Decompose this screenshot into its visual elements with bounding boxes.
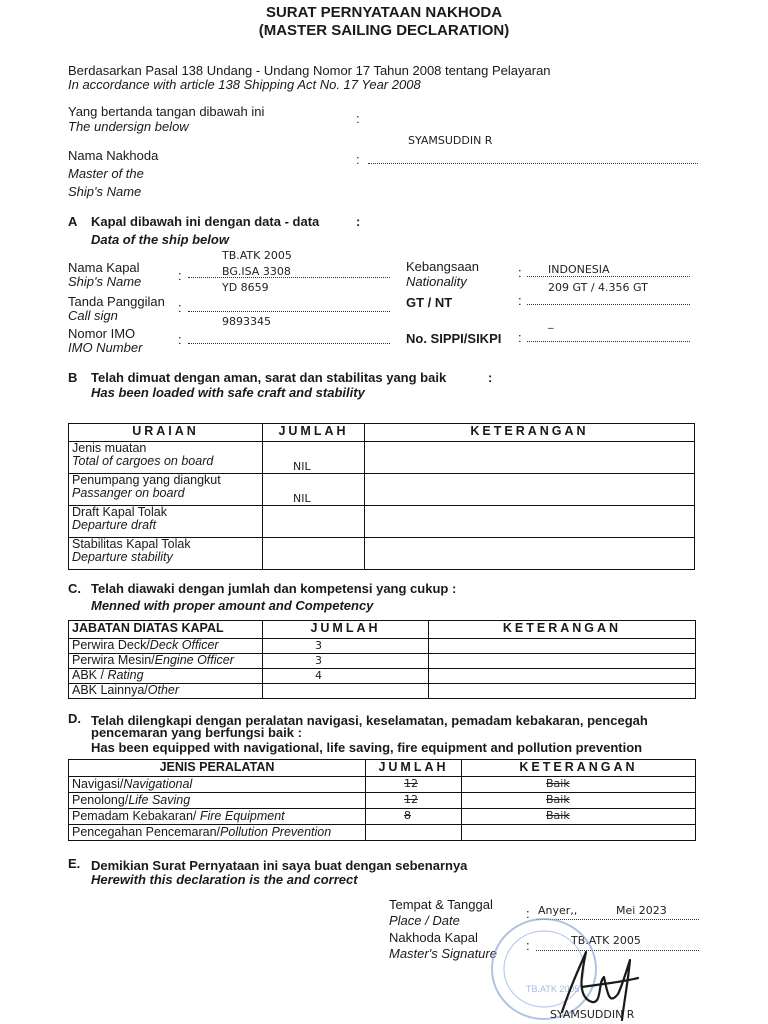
undersign-label: Yang bertanda tangan dibawah ini bbox=[68, 104, 265, 119]
ship-name-label: Nama Kapal bbox=[68, 260, 140, 275]
row-keterangan bbox=[365, 442, 695, 474]
row-jumlah: 3 bbox=[263, 639, 429, 654]
row-jumlah: 4 bbox=[263, 669, 429, 684]
master-signature-label: Nakhoda Kapal bbox=[389, 930, 478, 945]
col-header-jabatan: JABATAN DIATAS KAPAL bbox=[69, 621, 263, 639]
row-jumlah bbox=[263, 538, 365, 570]
row-label-en: Life Saving bbox=[128, 793, 191, 807]
table-row bbox=[69, 793, 696, 809]
row-label: Pencegahan Pencemaran/ bbox=[72, 825, 221, 839]
sippi-line bbox=[527, 341, 690, 342]
gtnt-label: GT / NT bbox=[406, 295, 453, 310]
table-row bbox=[69, 474, 695, 506]
section-a-title: Kapal dibawah ini dengan data - data bbox=[91, 214, 320, 229]
master-signature-label-en: Master's Signature bbox=[389, 946, 497, 961]
row-jumlah: 3 bbox=[263, 654, 429, 669]
ship-name-value-3: YD 8659 bbox=[222, 281, 269, 294]
colon: : bbox=[526, 938, 530, 953]
cargo-stability-table bbox=[68, 423, 695, 570]
row-label: ABK / bbox=[72, 668, 108, 682]
row-label: Perwira Mesin/ bbox=[72, 653, 155, 667]
row-keterangan bbox=[365, 506, 695, 538]
section-b-letter: B bbox=[68, 370, 78, 385]
crew-table bbox=[68, 620, 696, 699]
signature-ship-value: TB.ATK 2005 bbox=[571, 934, 641, 947]
row-label: Penumpang yang diangkut bbox=[72, 473, 221, 487]
callsign-line bbox=[188, 311, 390, 312]
section-a-letter: A bbox=[68, 214, 78, 229]
row-label-en: Departure draft bbox=[72, 518, 157, 532]
section-e-title-en: Herewith this declaration is the and correct bbox=[91, 872, 358, 887]
table-row bbox=[69, 777, 696, 793]
col-header-jumlah: JUMLAH bbox=[263, 621, 429, 639]
nationality-label-en: Nationality bbox=[406, 274, 467, 289]
table-row bbox=[69, 639, 696, 654]
row-label-en: Other bbox=[147, 683, 180, 697]
place-date-label: Tempat & Tanggal bbox=[389, 897, 493, 912]
section-d-title-1: Telah dilengkapi dengan peralatan navigasi, keselamatan, pemadam kebakaran, pencegah bbox=[91, 713, 648, 728]
master-label-en-2: Ship's Name bbox=[68, 184, 142, 199]
ship-name-label-en: Ship's Name bbox=[68, 274, 142, 289]
section-c-title-en: Menned with proper amount and Competency bbox=[91, 598, 374, 613]
ship-name-line bbox=[188, 277, 390, 278]
row-jumlah bbox=[366, 825, 462, 841]
colon: : bbox=[488, 370, 493, 385]
row-label-en: Rating bbox=[107, 668, 144, 682]
row-keterangan bbox=[365, 538, 695, 570]
table-row bbox=[69, 538, 695, 570]
row-label-en: Engine Officer bbox=[154, 653, 234, 667]
imo-label: Nomor IMO bbox=[68, 326, 136, 341]
row-jumlah: 8 bbox=[366, 809, 462, 825]
row-label: ABK Lainnya/ bbox=[72, 683, 148, 697]
col-header-keterangan: KETERANGAN bbox=[365, 424, 695, 442]
undersign-label-en: The undersign below bbox=[68, 119, 189, 134]
section-a-title-en: Data of the ship below bbox=[91, 232, 229, 247]
callsign-label-en: Call sign bbox=[68, 308, 118, 323]
row-label-en: Pollution Prevention bbox=[220, 825, 332, 839]
gtnt-line bbox=[527, 304, 690, 305]
master-label-en-1: Master of the bbox=[68, 166, 144, 181]
table-row bbox=[69, 506, 695, 538]
ship-name-value-1: TB.ATK 2005 bbox=[222, 249, 292, 262]
document-title bbox=[0, 4, 768, 40]
row-jumlah: 12 bbox=[366, 793, 462, 809]
colon: : bbox=[178, 332, 182, 347]
col-header-keterangan: KETERANGAN bbox=[462, 760, 696, 777]
master-name-line bbox=[368, 163, 698, 164]
row-jumlah: NIL bbox=[263, 474, 365, 506]
row-keterangan bbox=[365, 474, 695, 506]
nationality-label: Kebangsaan bbox=[406, 259, 480, 274]
col-header-uraian: URAIAN bbox=[69, 424, 263, 442]
row-label-en: Departure stability bbox=[72, 550, 173, 564]
col-header-keterangan: KETERANGAN bbox=[429, 621, 696, 639]
colon: : bbox=[526, 906, 530, 921]
row-keterangan: Baik bbox=[462, 793, 696, 809]
nationality-value: INDONESIA bbox=[548, 263, 610, 276]
sippi-label: No. SIPPI/SIKPI bbox=[406, 331, 502, 346]
imo-label-en: IMO Number bbox=[68, 340, 143, 355]
row-label: Stabilitas Kapal Tolak bbox=[72, 537, 191, 551]
row-jumlah: NIL bbox=[263, 442, 365, 474]
table-row bbox=[69, 442, 695, 474]
row-jumlah: 12 bbox=[366, 777, 462, 793]
callsign-value: 9893345 bbox=[222, 315, 271, 328]
section-d-title-2: pencemaran yang berfungsi baik : bbox=[91, 725, 302, 740]
colon: : bbox=[518, 265, 522, 280]
section-d-title-en: Has been equipped with navigational, life saving, fire equipment and pollution prevention bbox=[91, 740, 643, 755]
row-label: Jenis muatan bbox=[72, 441, 147, 455]
table-row bbox=[69, 809, 696, 825]
colon: : bbox=[356, 111, 360, 126]
signer-name: SYAMSUDDIN R bbox=[550, 1008, 635, 1021]
colon: : bbox=[178, 300, 182, 315]
row-label-en: Total of cargoes on board bbox=[72, 454, 214, 468]
ship-name-value-2: BG.ISA 3308 bbox=[222, 265, 291, 278]
gtnt-value: 209 GT / 4.356 GT bbox=[548, 281, 648, 294]
row-keterangan: Baik bbox=[462, 809, 696, 825]
section-e-letter: E. bbox=[68, 856, 81, 871]
place-date-label-en: Place / Date bbox=[389, 913, 460, 928]
row-label-en: Navigational bbox=[123, 777, 193, 791]
row-keterangan bbox=[462, 825, 696, 841]
equipment-table bbox=[68, 759, 696, 841]
stamp-text: TB.ATK 2005 bbox=[526, 984, 580, 994]
colon: : bbox=[356, 214, 361, 229]
row-label: Perwira Deck/ bbox=[72, 638, 150, 652]
col-header-jumlah: JUMLAH bbox=[263, 424, 365, 442]
row-label: Penolong/ bbox=[72, 793, 129, 807]
intro-indonesian: Berdasarkan Pasal 138 Undang - Undang Nomor 17 Tahun 2008 tentang Pelayaran bbox=[68, 63, 551, 78]
title-line-2: (MASTER SAILING DECLARATION) bbox=[258, 22, 510, 39]
row-label-en: Passanger on board bbox=[72, 486, 185, 500]
section-e-title: Demikian Surat Pernyataan ini saya buat dengan sebenarnya bbox=[91, 858, 468, 873]
section-c-letter: C. bbox=[68, 581, 81, 596]
nationality-line bbox=[527, 276, 690, 277]
sippi-value: _ bbox=[548, 316, 554, 329]
table-row bbox=[69, 825, 696, 841]
intro-english: In accordance with article 138 Shipping Act No. 17 Year 2008 bbox=[68, 77, 421, 92]
imo-line bbox=[188, 343, 390, 344]
section-d-letter: D. bbox=[68, 711, 81, 726]
place-value: Anyer,, bbox=[538, 904, 578, 917]
colon: : bbox=[356, 152, 360, 167]
row-keterangan: Baik bbox=[462, 777, 696, 793]
title-line-1: SURAT PERNYATAAN NAKHODA bbox=[265, 4, 503, 21]
section-c-title: Telah diawaki dengan jumlah dan kompetensi yang cukup : bbox=[91, 581, 457, 596]
row-label: Draft Kapal Tolak bbox=[72, 505, 167, 519]
row-jumlah bbox=[263, 684, 429, 699]
row-label-en: Fire Equipment bbox=[199, 809, 285, 823]
col-header-jenis-peralatan: JENIS PERALATAN bbox=[69, 760, 366, 777]
col-header-jumlah: JUMLAH bbox=[366, 760, 462, 777]
callsign-label: Tanda Panggilan bbox=[68, 294, 165, 309]
colon: : bbox=[518, 293, 522, 308]
master-label: Nama Nakhoda bbox=[68, 148, 159, 163]
table-row bbox=[69, 684, 696, 699]
section-b-title-en: Has been loaded with safe craft and stability bbox=[91, 385, 365, 400]
row-label: Navigasi/ bbox=[72, 777, 124, 791]
section-b-title: Telah dimuat dengan aman, sarat dan stabilitas yang baik bbox=[91, 370, 447, 385]
row-label-en: Deck Officer bbox=[149, 638, 219, 652]
colon: : bbox=[178, 268, 182, 283]
master-name-value: SYAMSUDDIN R bbox=[408, 134, 493, 147]
row-jumlah bbox=[263, 506, 365, 538]
table-row bbox=[69, 654, 696, 669]
table-row bbox=[69, 669, 696, 684]
row-label: Pemadam Kebakaran/ bbox=[72, 809, 200, 823]
date-value: Mei 2023 bbox=[616, 904, 667, 917]
colon: : bbox=[518, 330, 522, 345]
